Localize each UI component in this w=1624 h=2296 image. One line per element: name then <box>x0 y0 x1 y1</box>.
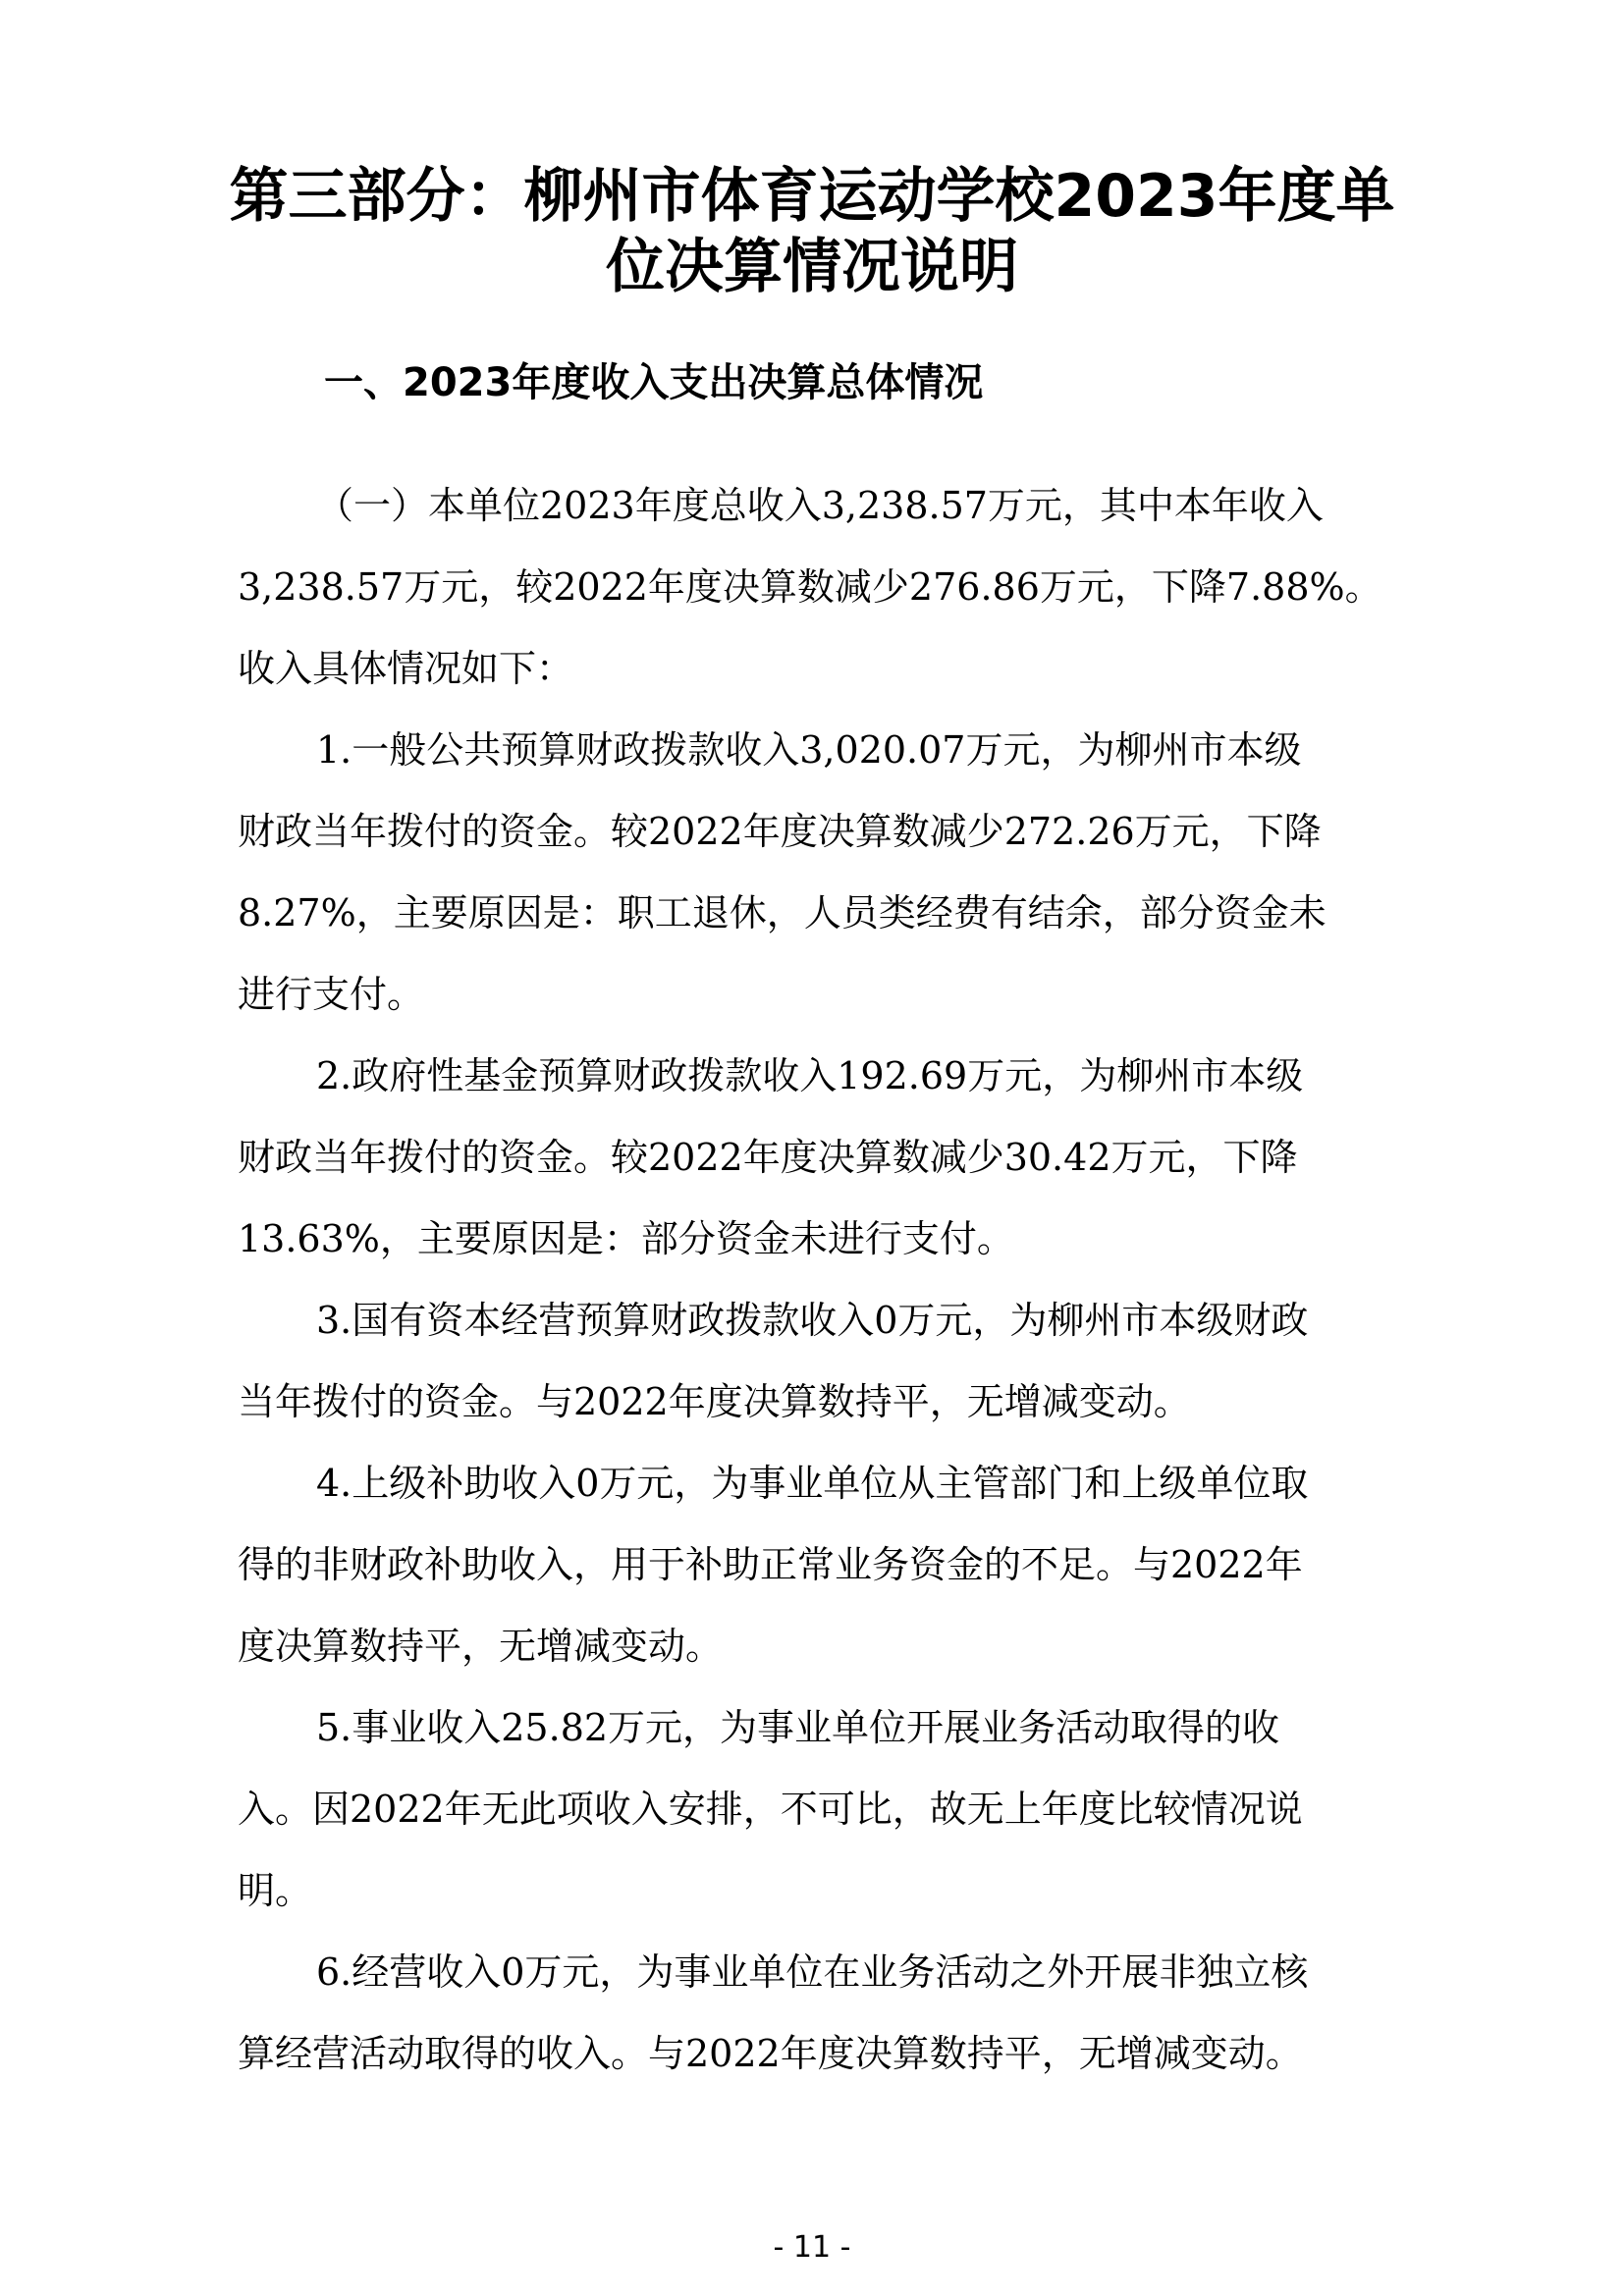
paragraph-line: 得的非财政补助收入，用于补助正常业务资金的不足。与2022年 <box>238 1543 1303 1586</box>
paragraph-line: 收入具体情况如下： <box>238 647 574 690</box>
paragraph-line: 4.上级补助收入0万元，为事业单位从主管部门和上级单位取 <box>316 1462 1309 1505</box>
paragraph-line: 算经营活动取得的收入。与2022年度决算数持平，无增减变动。 <box>238 2032 1303 2075</box>
paragraph-total-income <box>238 465 1416 710</box>
page-title-line-2: 位决算情况说明 <box>606 233 1018 301</box>
paragraph-line: 明。 <box>238 1869 313 1912</box>
paragraph-superior-subsidy-income <box>238 1443 1416 1687</box>
paragraph-operating-income <box>238 1932 1416 2095</box>
paragraph-line: 13.63%，主要原因是：部分资金未进行支付。 <box>238 1217 1014 1260</box>
paragraph-line: 3.国有资本经营预算财政拨款收入0万元，为柳州市本级财政 <box>316 1299 1309 1342</box>
page-title-line-1: 第三部分：柳州市体育运动学校2023年度单 <box>229 162 1395 231</box>
paragraph-line: 财政当年拨付的资金。较2022年度决算数减少272.26万元，下降 <box>238 810 1322 853</box>
paragraph-line: 5.事业收入25.82万元，为事业单位开展业务活动取得的收 <box>316 1706 1280 1749</box>
paragraph-line: 6.经营收入0万元，为事业单位在业务活动之外开展非独立核 <box>316 1950 1309 1994</box>
paragraph-state-capital-income <box>238 1280 1416 1443</box>
paragraph-line: 当年拨付的资金。与2022年度决算数持平，无增减变动。 <box>238 1380 1191 1423</box>
paragraph-line: （一）本单位2023年度总收入3,238.57万元，其中本年收入 <box>316 484 1324 527</box>
paragraph-line: 8.27%，主要原因是：职工退休，人员类经费有结余，部分资金未 <box>238 891 1326 934</box>
paragraph-line: 2.政府性基金预算财政拨款收入192.69万元，为柳州市本级 <box>316 1054 1304 1097</box>
paragraph-general-budget-income <box>238 710 1416 1036</box>
paragraph-line: 入。因2022年无此项收入安排，不可比，故无上年度比较情况说 <box>238 1788 1303 1831</box>
paragraph-line: 1.一般公共预算财政拨款收入3,020.07万元，为柳州市本级 <box>316 728 1302 772</box>
paragraph-line: 3,238.57万元，较2022年度决算数减少276.86万元，下降7.88%。 <box>238 565 1382 609</box>
paragraph-line: 进行支付。 <box>238 973 425 1016</box>
page-number: - 11 - <box>773 2230 851 2265</box>
page-title <box>196 161 1428 302</box>
paragraph-business-income <box>238 1687 1416 1932</box>
paragraph-government-fund-income <box>238 1036 1416 1280</box>
paragraph-line: 度决算数持平，无增减变动。 <box>238 1625 724 1668</box>
paragraph-line: 财政当年拨付的资金。较2022年度决算数减少30.42万元，下降 <box>238 1136 1298 1179</box>
section-heading: 一、2023年度收入支出决算总体情况 <box>324 360 984 405</box>
